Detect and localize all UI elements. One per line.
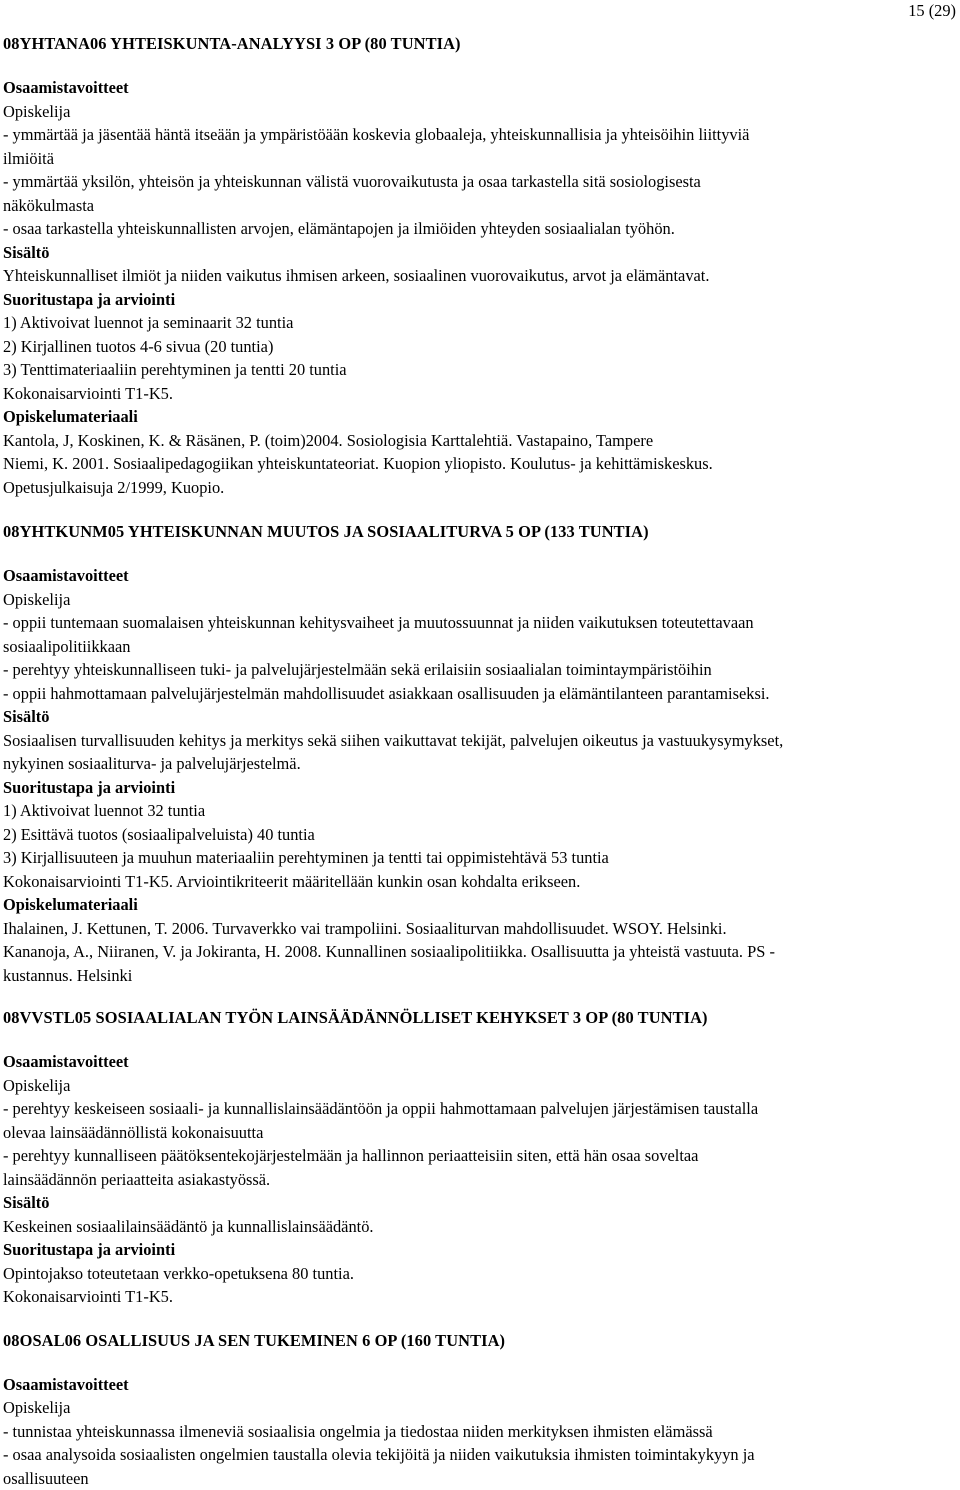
text-line: Yhteiskunnalliset ilmiöt ja niiden vaikutus ihmisen arkeen, sosiaalinen vuorovaikutus, arvot ja elämäntavat. <box>3 264 955 288</box>
text-line: - ymmärtää ja jäsentää häntä itseään ja ympäristöään koskevia globaaleja, yhteiskunnallisia ja yhteisöihin liittyviä <box>3 123 955 147</box>
section-suoritustapa <box>3 288 955 406</box>
text-line: ilmiöitä <box>3 147 955 171</box>
section-opiskelumateriaali <box>3 893 955 987</box>
section-osaamistavoitteet <box>3 564 955 705</box>
section-suoritustapa <box>3 1238 955 1309</box>
section-sisalto <box>3 1191 955 1238</box>
text-line: 3) Kirjallisuuteen ja muuhun materiaaliin perehtyminen ja tentti tai oppimistehtävä 53 tuntia <box>3 846 955 870</box>
text-line: Opiskelija <box>3 1074 955 1098</box>
text-line: Niemi, K. 2001. Sosiaalipedagogiikan yhteiskuntateoriat. Kuopion yliopisto. Koulutus- ja kehittämiskeskus. <box>3 452 955 476</box>
text-line: olevaa lainsäädännöllistä kokonaisuutta <box>3 1121 955 1145</box>
section-heading: Osaamistavoitteet <box>3 1373 955 1397</box>
text-line: nykyinen sosiaaliturva- ja palvelujärjestelmä. <box>3 752 955 776</box>
text-line: Opiskelija <box>3 588 955 612</box>
section-opiskelumateriaali <box>3 405 955 499</box>
text-line: - oppii tuntemaan suomalaisen yhteiskunnan kehitysvaiheet ja muutossuunnat ja niiden vaikutuksen toteutettavaan <box>3 611 955 635</box>
text-line: 1) Aktivoivat luennot 32 tuntia <box>3 799 955 823</box>
text-line: Kananoja, A., Niiranen, V. ja Jokiranta, H. 2008. Kunnallinen sosiaalipolitiikka. Osallisuutta ja yhteistä vastuuta. PS - <box>3 940 955 964</box>
section-heading: Suoritustapa ja arviointi <box>3 1238 955 1262</box>
text-line: lainsäädännön periaatteita asiakastyössä. <box>3 1168 955 1192</box>
text-line: Opiskelija <box>3 100 955 124</box>
course-block <box>3 1330 955 1490</box>
section-osaamistavoitteet <box>3 76 955 241</box>
section-osaamistavoitteet <box>3 1050 955 1191</box>
section-heading: Opiskelumateriaali <box>3 893 955 917</box>
course-block <box>3 33 955 499</box>
text-line: Opintojakso toteutetaan verkko-opetuksena 80 tuntia. <box>3 1262 955 1286</box>
course-block <box>3 521 955 987</box>
text-line: osallisuuteen <box>3 1467 955 1490</box>
section-heading: Osaamistavoitteet <box>3 76 955 100</box>
course-title: 08VVSTL05 SOSIAALIALAN TYÖN LAINSÄÄDÄNNÖLLISET KEHYKSET 3 OP (80 TUNTIA) <box>3 1007 955 1029</box>
text-line: Sosiaalisen turvallisuuden kehitys ja merkitys sekä siihen vaikuttavat tekijät, palvelujen oikeutus ja vastuukysymykset, <box>3 729 955 753</box>
text-line: - tunnistaa yhteiskunnassa ilmeneviä sosiaalisia ongelmia ja tiedostaa niiden merkityksen ihmisten elämässä <box>3 1420 955 1444</box>
section-sisalto <box>3 705 955 776</box>
course-block <box>3 1007 955 1309</box>
section-heading: Opiskelumateriaali <box>3 405 955 429</box>
section-heading: Osaamistavoitteet <box>3 1050 955 1074</box>
section-sisalto <box>3 241 955 288</box>
text-line: - perehtyy keskeiseen sosiaali- ja kunnallislainsäädäntöön ja oppii hahmottamaan palvelujen järjestämisen taustalla <box>3 1097 955 1121</box>
section-heading: Sisältö <box>3 241 955 265</box>
section-heading: Sisältö <box>3 1191 955 1215</box>
section-heading: Suoritustapa ja arviointi <box>3 776 955 800</box>
page-number: 15 (29) <box>908 0 956 22</box>
text-line: - perehtyy kunnalliseen päätöksentekojärjestelmään ja hallinnon periaatteisiin siten, että hän osaa soveltaa <box>3 1144 955 1168</box>
document-body <box>3 33 955 1490</box>
text-line: 3) Tenttimateriaaliin perehtyminen ja tentti 20 tuntia <box>3 358 955 382</box>
section-osaamistavoitteet <box>3 1373 955 1490</box>
section-heading: Osaamistavoitteet <box>3 564 955 588</box>
text-line: 1) Aktivoivat luennot ja seminaarit 32 tuntia <box>3 311 955 335</box>
text-line: - perehtyy yhteiskunnalliseen tuki- ja palvelujärjestelmään sekä erilaisiin sosiaalialan toimintaympäristöihin <box>3 658 955 682</box>
text-line: Kantola, J, Koskinen, K. & Räsänen, P. (toim)2004. Sosiologisia Karttalehtiä. Vastapaino, Tampere <box>3 429 955 453</box>
course-title: 08YHTANA06 YHTEISKUNTA-ANALYYSI 3 OP (80 TUNTIA) <box>3 33 955 55</box>
text-line: sosiaalipolitiikkaan <box>3 635 955 659</box>
text-line: - osaa tarkastella yhteiskunnallisten arvojen, elämäntapojen ja ilmiöiden yhteyden sosiaalialan työhön. <box>3 217 955 241</box>
section-heading: Sisältö <box>3 705 955 729</box>
text-line: 2) Kirjallinen tuotos 4-6 sivua (20 tuntia) <box>3 335 955 359</box>
text-line: - osaa analysoida sosiaalisten ongelmien taustalla olevia tekijöitä ja niiden vaikutuksia ihmisten toimintakykyyn ja <box>3 1443 955 1467</box>
text-line: Opiskelija <box>3 1396 955 1420</box>
text-line: Kokonaisarviointi T1-K5. <box>3 382 955 406</box>
course-title: 08OSAL06 OSALLISUUS JA SEN TUKEMINEN 6 OP (160 TUNTIA) <box>3 1330 955 1352</box>
text-line: kustannus. Helsinki <box>3 964 955 988</box>
text-line: Keskeinen sosiaalilainsäädäntö ja kunnallislainsäädäntö. <box>3 1215 955 1239</box>
section-heading: Suoritustapa ja arviointi <box>3 288 955 312</box>
text-line: - ymmärtää yksilön, yhteisön ja yhteiskunnan välistä vuorovaikutusta ja osaa tarkastella sitä sosiologisesta <box>3 170 955 194</box>
text-line: Opetusjulkaisuja 2/1999, Kuopio. <box>3 476 955 500</box>
course-title: 08YHTKUNM05 YHTEISKUNNAN MUUTOS JA SOSIAALITURVA 5 OP (133 TUNTIA) <box>3 521 955 543</box>
text-line: näkökulmasta <box>3 194 955 218</box>
text-line: Kokonaisarviointi T1-K5. <box>3 1285 955 1309</box>
text-line: - oppii hahmottamaan palvelujärjestelmän mahdollisuudet asiakkaan osallisuuden ja elämäntilanteen parantamiseksi. <box>3 682 955 706</box>
text-line: Ihalainen, J. Kettunen, T. 2006. Turvaverkko vai trampoliini. Sosiaaliturvan mahdollisuudet. WSOY. Helsinki. <box>3 917 955 941</box>
section-suoritustapa <box>3 776 955 894</box>
text-line: 2) Esittävä tuotos (sosiaalipalveluista) 40 tuntia <box>3 823 955 847</box>
text-line: Kokonaisarviointi T1-K5. Arviointikriteerit määritellään kunkin osan kohdalta erikseen. <box>3 870 955 894</box>
